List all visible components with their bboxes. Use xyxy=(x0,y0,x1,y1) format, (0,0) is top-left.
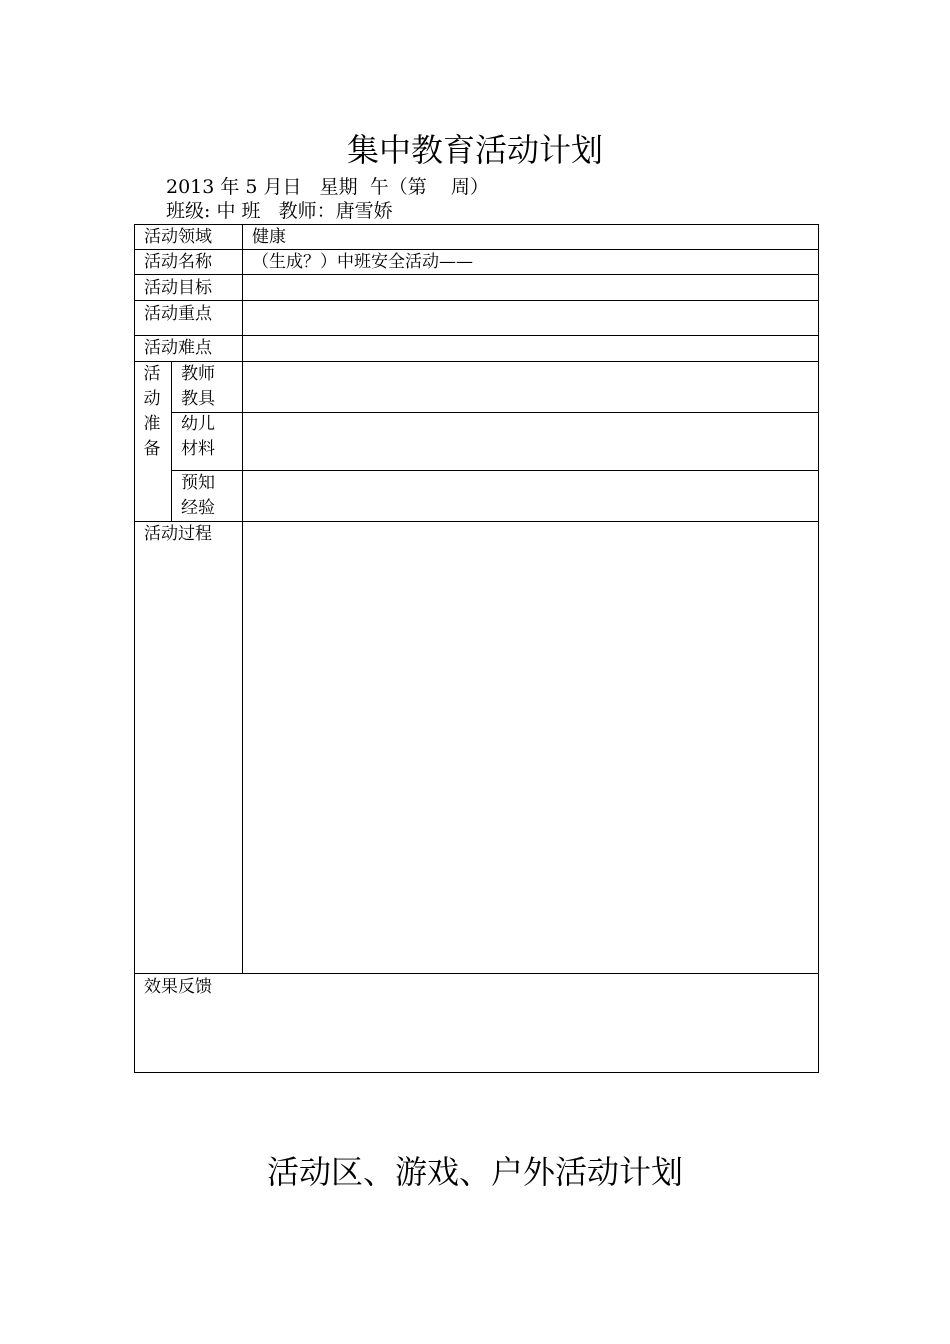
preparation-char-1: 活 xyxy=(143,364,161,384)
prior-experience-line2: 经验 xyxy=(181,498,215,518)
child-materials-line1: 幼儿 xyxy=(181,414,215,434)
next-section-title: 活动区、游戏、户外活动计划 xyxy=(266,1153,683,1191)
teacher-tools-line1: 教师 xyxy=(181,364,215,384)
label-child-materials xyxy=(181,412,215,462)
label-activity-preparation xyxy=(142,362,162,462)
label-activity-difficulty: 活动难点 xyxy=(144,338,212,358)
label-teacher-tools xyxy=(181,362,215,412)
label-activity-name: 活动名称 xyxy=(144,252,212,272)
label-effect-feedback: 效果反馈 xyxy=(144,977,212,997)
label-activity-goal: 活动目标 xyxy=(144,278,212,298)
label-activity-key-point: 活动重点 xyxy=(144,304,212,324)
preparation-char-3: 准 xyxy=(143,414,161,434)
preparation-char-2: 动 xyxy=(143,389,161,409)
date-line: 2013 年 5 月日 星期 午（第 周） xyxy=(166,176,489,198)
value-activity-name[interactable]: （生成？）中班安全活动—— xyxy=(252,252,473,272)
label-activity-process: 活动过程 xyxy=(144,524,212,544)
value-activity-domain[interactable]: 健康 xyxy=(252,227,286,247)
label-activity-domain: 活动领域 xyxy=(144,227,212,247)
prior-experience-line1: 预知 xyxy=(181,473,215,493)
teacher-tools-line2: 教具 xyxy=(181,389,215,409)
class-teacher-line: 班级: 中 班 教师：唐雪娇 xyxy=(166,200,393,222)
label-prior-experience xyxy=(181,471,215,521)
preparation-char-4: 备 xyxy=(143,439,161,459)
activity-plan-table xyxy=(134,224,819,1073)
child-materials-line2: 材料 xyxy=(181,439,215,459)
page-title: 集中教育活动计划 xyxy=(346,131,603,169)
